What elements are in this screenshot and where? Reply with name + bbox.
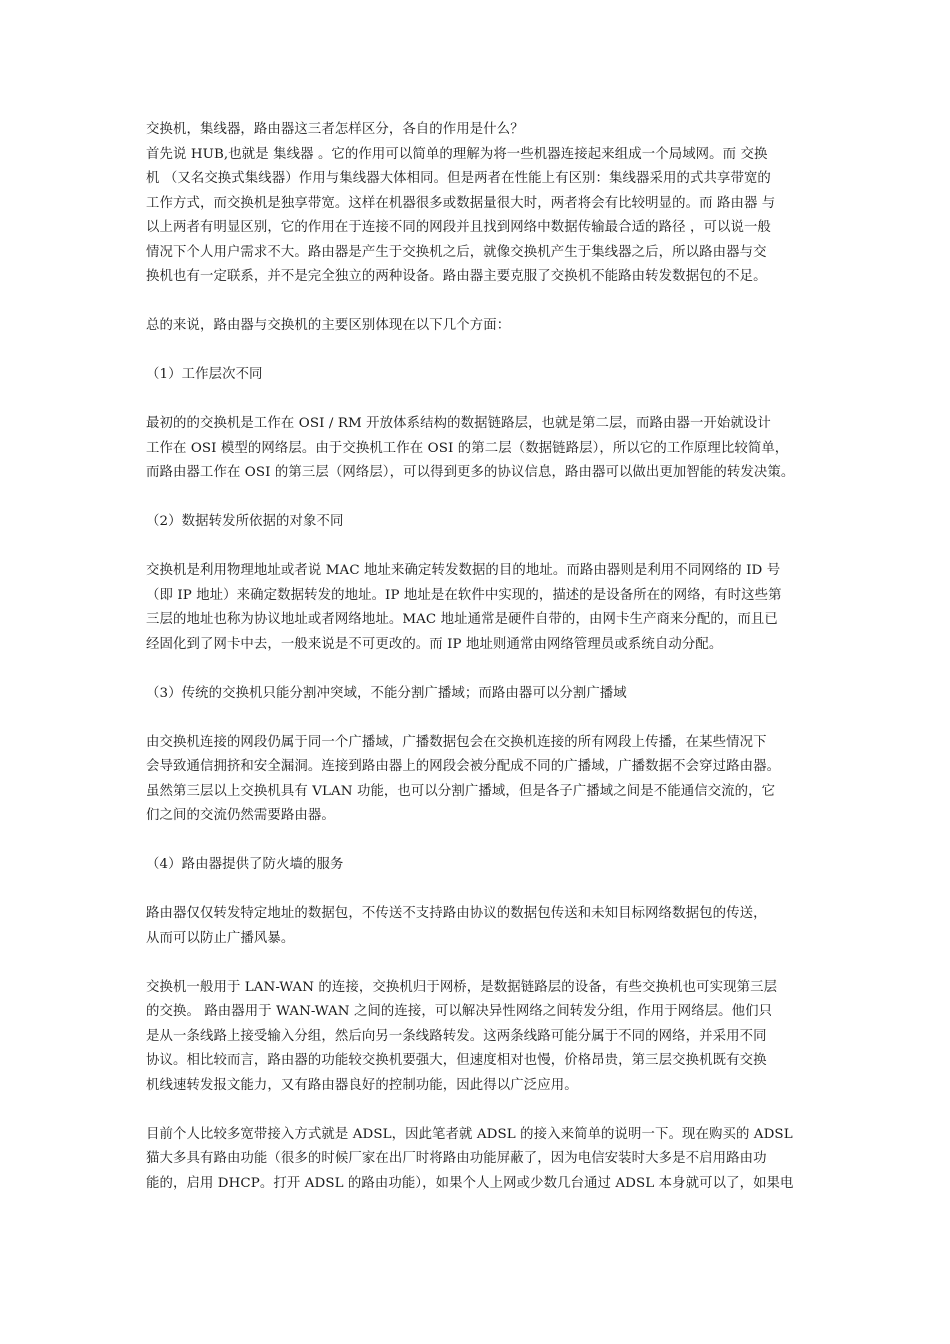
intro-line: 机 （又名交换式集线器）作用与集线器大体相同。但是两者在性能上有区别：集线器采用的式共享带宽的 <box>146 171 771 186</box>
paragraph-spacer <box>146 706 808 731</box>
section-heading-3: （3）传统的交换机只能分割冲突域，不能分割广播域；而路由器可以分割广播域 <box>146 685 627 701</box>
comparison-line: 交换机一般用于 LAN-WAN 的连接，交换机归于网桥，是数据链路层的设备，有些交换机也可实现第三层 <box>146 979 778 995</box>
adsl-line: 目前个人比较多宽带接入方式就是 ADSL，因此笔者就 ADSL 的接入来简单的说明一下。现在购买的 ADSL <box>146 1126 793 1142</box>
section2-line: （即 IP 地址）来确定数据转发的地址。IP 地址是在软件中实现的，描述的是设备所在的网络，有时这些第 <box>146 587 782 603</box>
section1-line: 工作在 OSI 模型的网络层。由于交换机工作在 OSI 的第二层（数据链路层），所以它的工作原理比较简单， <box>146 440 789 456</box>
comparison-line: 机线速转发报文能力，又有路由器良好的控制功能，因此得以广泛应用。 <box>146 1077 578 1093</box>
paragraph-spacer <box>146 535 808 560</box>
paragraph-spacer <box>146 388 808 413</box>
intro-line: 工作方式，而交换机是独享带宽。这样在机器很多或数据量很大时，两者将会有比较明显的。而 路由器 与 <box>146 195 776 211</box>
paragraph-spacer <box>146 951 808 976</box>
section3-line: 虽然第三层以上交换机具有 VLAN 功能，也可以分割广播域，但是各子广播域之间是不能通信交流的，它 <box>146 783 776 799</box>
intro-line: 换机也有一定联系，并不是完全独立的两种设备。路由器主要克服了交换机不能路由转发数据包的不足。 <box>146 269 767 284</box>
section3-line: 们之间的交流仍然需要路由器。 <box>146 808 335 823</box>
comparison-line: 的交换。 路由器用于 WAN-WAN 之间的连接，可以解决异性网络之间转发分组，作用于网络层。他们只 <box>146 1004 773 1019</box>
intro-line: 情况下个人用户需求不大。路由器是产生于交换机之后，就像交换机产生于集线器之后，所以路由器与交 <box>146 244 767 260</box>
comparison-line: 是从一条线路上接受输入分组，然后向另一条线路转发。这两条线路可能分属于不同的网络，并采用不同 <box>146 1028 767 1044</box>
paragraph-spacer <box>146 290 808 315</box>
section-heading-1: （1）工作层次不同 <box>146 367 263 382</box>
document-title: 交换机，集线器，路由器这三者怎样区分，各自的作用是什么？ <box>146 122 524 137</box>
adsl-line: 猫大多具有路由功能（很多的时候厂家在出厂时将路由功能屏蔽了，因为电信安装时大多是不启用路由功 <box>146 1151 767 1166</box>
paragraph-spacer <box>146 486 808 511</box>
paragraph-spacer <box>146 339 808 364</box>
adsl-line: 能的，启用 DHCP。打开 ADSL 的路由功能），如果个人上网或少数几台通过 ADSL 本身就可以了，如果电 <box>146 1175 794 1191</box>
section2-line: 交换机是利用物理地址或者说 MAC 地址来确定转发数据的目的地址。而路由器则是利用不同网络的 ID 号 <box>146 563 781 578</box>
section4-line: 路由器仅仅转发特定地址的数据包，不传送不支持路由协议的数据包传送和未知目标网络数据包的传送， <box>146 906 767 921</box>
paragraph-spacer <box>146 657 808 682</box>
paragraph-spacer <box>146 1098 808 1123</box>
section3-line: 由交换机连接的网段仍属于同一个广播域，广播数据包会在交换机连接的所有网段上传播，在某些情况下 <box>146 734 767 750</box>
section2-line: 三层的地址也称为协议地址或者网络地址。MAC 地址通常是硬件自带的，由网卡生产商来分配的，而且已 <box>146 612 778 627</box>
section1-line: 最初的的交换机是工作在 OSI / RM 开放体系结构的数据链路层，也就是第二层，而路由器一开始就设计 <box>146 416 771 431</box>
section4-line: 从而可以防止广播风暴。 <box>146 930 295 946</box>
section-heading-2: （2）数据转发所依据的对象不同 <box>146 514 344 529</box>
paragraph-spacer <box>146 878 808 903</box>
section-heading-4: （4）路由器提供了防火墙的服务 <box>146 857 344 872</box>
paragraph-spacer <box>146 829 808 854</box>
comparison-line: 协议。相比较而言，路由器的功能较交换机要强大，但速度相对也慢，价格昂贵，第三层交换机既有交换 <box>146 1053 767 1068</box>
section3-line: 会导致通信拥挤和安全漏洞。连接到路由器上的网段会被分配成不同的广播域，广播数据不会穿过路由器。 <box>146 759 781 774</box>
summary-line: 总的来说，路由器与交换机的主要区别体现在以下几个方面： <box>146 318 511 333</box>
intro-line: 首先说 HUB,也就是 集线器 。它的作用可以简单的理解为将一些机器连接起来组成一个局域网。而 交换 <box>146 146 768 162</box>
section1-line: 而路由器工作在 OSI 的第三层（网络层），可以得到更多的协议信息，路由器可以做出更加智能的转发决策。 <box>146 465 795 480</box>
intro-line: 以上两者有明显区别，它的作用在于连接不同的网段并且找到网络中数据传输最合适的路径 ，可以说一般 <box>146 220 771 235</box>
section2-line: 经固化到了网卡中去，一般来说是不可更改的。而 IP 地址则通常由网络管理员或系统自动分配。 <box>146 636 723 652</box>
document-page <box>146 118 808 1196</box>
